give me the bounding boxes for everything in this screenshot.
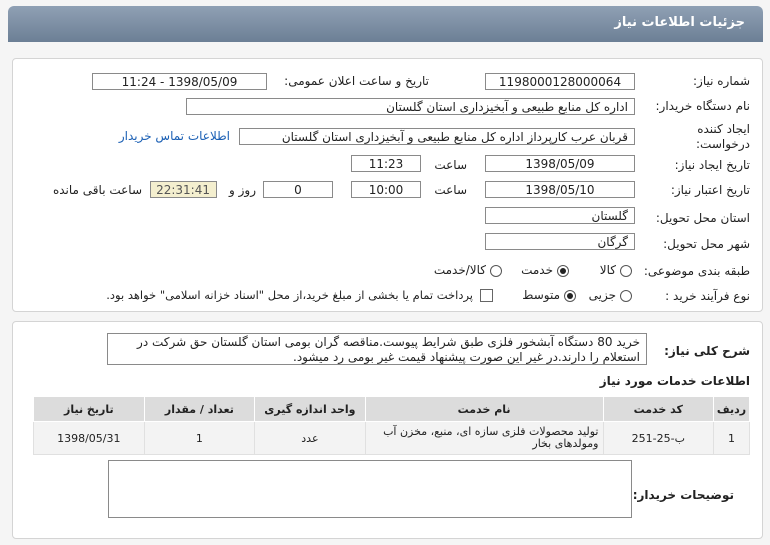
col-service-code: کد خدمت [603,397,714,422]
col-row-number: ردیف [714,397,750,422]
creator-label-2: درخواست: [696,137,750,151]
category-radio-service[interactable] [557,265,569,277]
buyer-org-field: اداره کل منابع طبیعی و آبخیزداری استان گلستان [186,98,635,115]
remaining-time-field: 22:31:41 [150,181,217,198]
treasury-payment-checkbox[interactable] [480,289,493,302]
category-option-service: خدمت [521,263,553,277]
col-unit: واحد اندازه گیری [255,397,366,422]
days-label: روز و [229,183,256,197]
need-number-label: شماره نیاز: [693,74,750,88]
cell-row-number: 1 [714,422,750,455]
process-option-minor: جزیی [588,288,616,302]
page-header [8,6,763,42]
validity-time-label: ساعت [434,183,467,197]
validity-time-field: 10:00 [351,181,421,198]
cell-quantity: 1 [144,422,255,455]
buyer-notes-box [108,460,632,518]
need-number-field: 1198000128000064 [485,73,635,90]
creator-label-1: ایجاد کننده [697,122,750,136]
create-time-label: ساعت [434,158,467,172]
create-date-field: 1398/05/09 [485,155,635,172]
process-label: نوع فرآیند خرید : [665,289,750,303]
cell-unit: عدد [255,422,366,455]
category-option-goods-service: کالا/خدمت [433,263,486,277]
buyer-org-label: نام دستگاه خریدار: [655,99,750,113]
create-time-field: 11:23 [351,155,421,172]
validity-label: تاریخ اعتبار نیاز: [670,183,750,197]
services-header-row [34,397,750,422]
category-option-goods: کالا [599,263,616,277]
buyer-contact-link[interactable]: اطلاعات تماس خریدار [118,129,230,143]
services-title: اطلاعات خدمات مورد نیاز [599,374,750,388]
process-radio-minor[interactable] [620,290,632,302]
table-row [34,422,750,455]
need-info-panel [12,58,763,312]
description-text: خرید 80 دستگاه آبشخور فلزی طبق شرایط پیوست.مناقصه گران بومی استان گلستان حق شرکت در استعلام را دارند.در غیر این صورت پیشنهاد قیمت غیر بومی رد میشود. [107,333,647,365]
process-radio-medium[interactable] [564,290,576,302]
category-label: طبقه بندی موضوعی: [643,264,750,278]
province-label: استان محل تحویل: [655,211,750,225]
cell-need-date: 1398/05/31 [34,422,145,455]
category-radio-goods-service[interactable] [490,265,502,277]
city-label: شهر محل تحویل: [663,237,750,251]
col-need-date: تاریخ نیاز [34,397,145,422]
days-field: 0 [263,181,333,198]
description-panel [12,321,763,539]
cell-service-code: ب-25-251 [603,422,714,455]
buyer-notes-label: توضیحات خریدار: [632,488,734,502]
announce-label: تاریخ و ساعت اعلان عمومی: [284,74,429,88]
treasury-payment-note: پرداخت تمام یا بخشی از مبلغ خرید،از محل "اسناد خزانه اسلامی" خواهد بود. [106,288,473,302]
province-field: گلستان [485,207,635,224]
description-label: شرح کلی نیاز: [664,344,750,358]
cell-service-name: تولید محصولات فلزی سازه ای، منبع، مخزن آب ومولدهای بخار [365,422,603,455]
services-table [33,396,750,455]
creator-field: قربان عرب کارپرداز اداره کل منابع طبیعی و آبخیزداری استان گلستان [239,128,635,145]
validity-date-field: 1398/05/10 [485,181,635,198]
announce-field: 1398/05/09 - 11:24 [92,73,267,90]
page-title: جزئیات اطلاعات نیاز [614,15,745,30]
col-quantity: تعداد / مقدار [144,397,255,422]
remaining-label: ساعت باقی مانده [52,183,142,197]
col-service-name: نام خدمت [365,397,603,422]
create-date-label: تاریخ ایجاد نیاز: [674,158,750,172]
category-radio-goods[interactable] [620,265,632,277]
process-option-medium: متوسط [522,288,560,302]
city-field: گرگان [485,233,635,250]
